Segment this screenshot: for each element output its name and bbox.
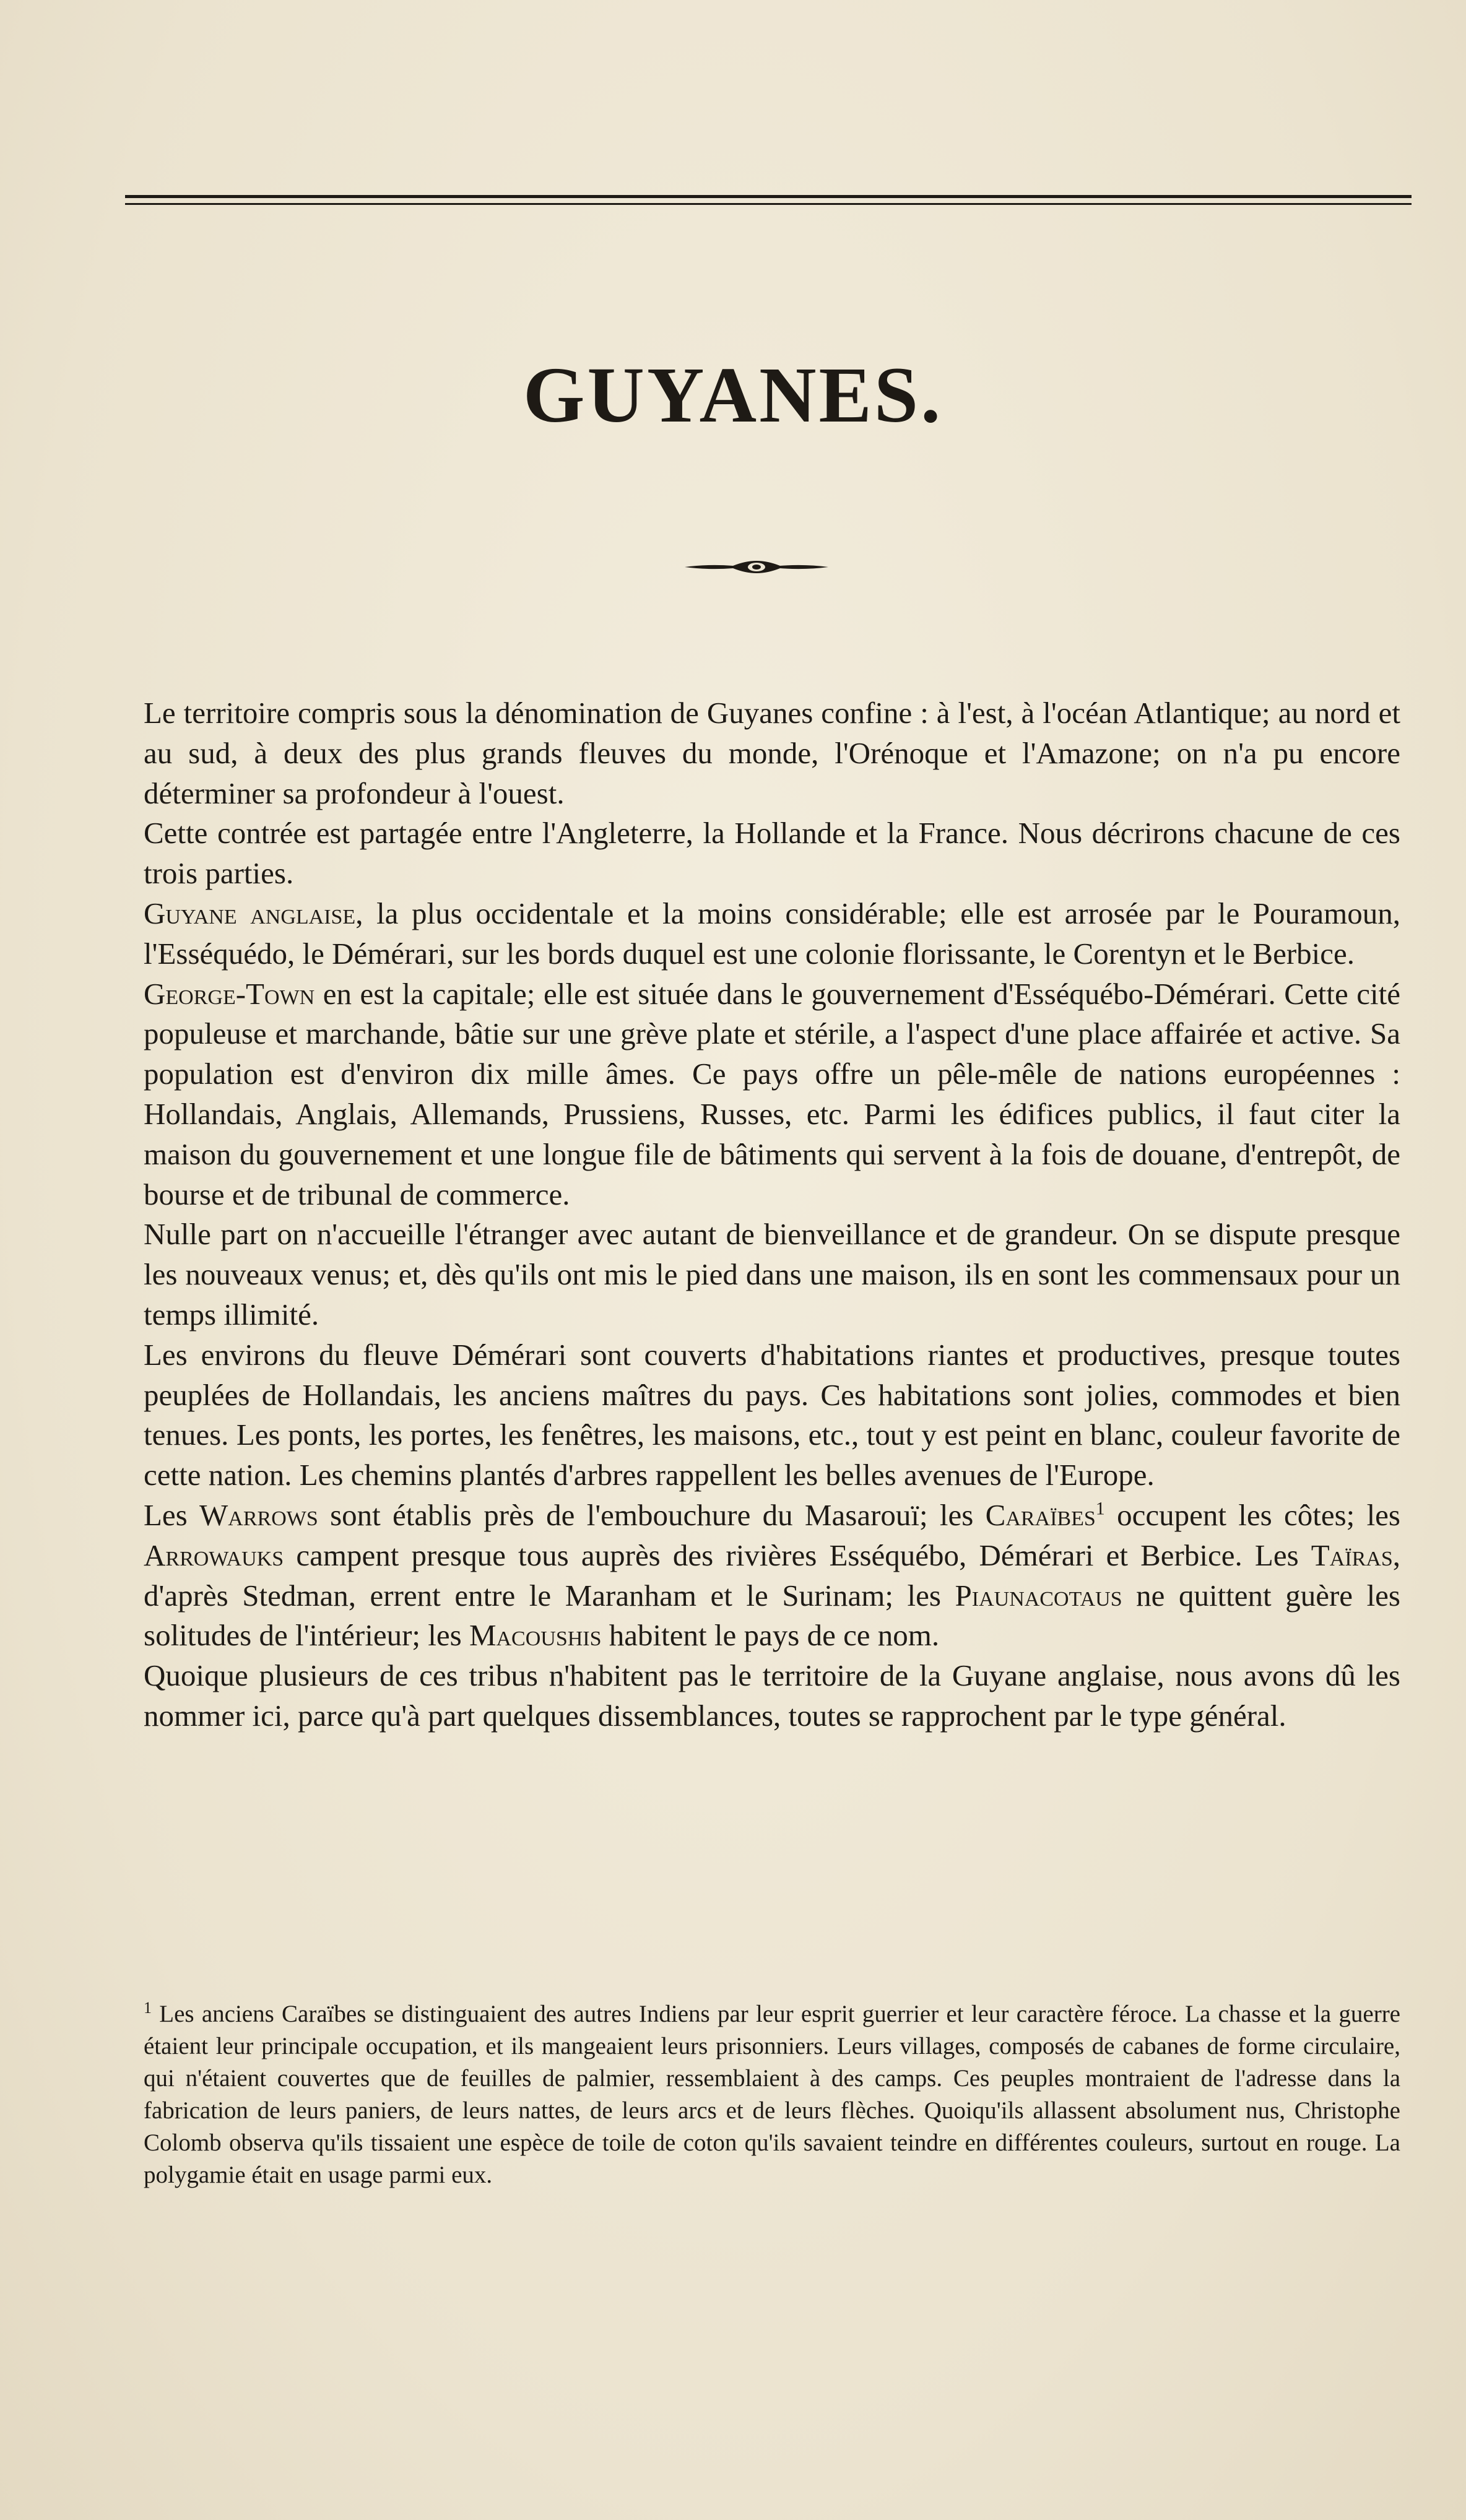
paragraph-3: [144, 894, 1400, 974]
tribe-name-macoushis: Macoushis: [469, 1618, 602, 1653]
footnotes: [144, 1998, 1400, 2191]
page-title: GUYANES.: [523, 351, 943, 439]
text-segment: Les: [144, 1497, 200, 1532]
lead-term: Guyane anglaise: [144, 896, 356, 930]
paragraph-2: Cette contrée est partagée entre l'Angleterre, la Hollande et la France. Nous décrirons chacune de ces trois parties.: [144, 816, 1400, 891]
tribe-name-caraibes: Caraïbes: [985, 1497, 1096, 1532]
footnote-number: 1: [144, 1999, 152, 2017]
footnote-reference[interactable]: 1: [1095, 1498, 1105, 1519]
body-text: [144, 693, 1400, 1736]
paragraph-text: en est la capitale; elle est située dans le gouvernement d'Esséquébo-Démérari. Cette cité populeuse et marchande, bâtie sur une grève plate et stérile, a l'aspect d'une place affairée et active. Sa population est d'environ dix mille âmes. Ce pays offre un pêle-mêle de nations européennes : Hollandais, Anglais, Allemands, Prussiens, Russes, etc. Parmi les édifices publics, il faut citer la maison du gouvernement et une longue file de bâtiments qui servent à la fois de douane, d'entrepôt, de bourse et de tribunal de commerce.: [144, 976, 1400, 1211]
tribe-name-warrows: Warrows: [199, 1497, 318, 1532]
paragraph-5: Nulle part on n'accueille l'étranger avec autant de bienveillance et de grandeur. On se dispute presque les nouveaux venus; et, dès qu'ils ont mis le pied dans une maison, ils en sont les commensaux pour un temps illimité.: [144, 1217, 1400, 1331]
ornament-divider-icon: [683, 556, 830, 578]
paragraph-7: [144, 1496, 1400, 1656]
tribe-name-piaunacotaus: Piaunacotaus: [955, 1578, 1122, 1613]
paragraph-8: Quoique plusieurs de ces tribus n'habitent pas le territoire de la Guyane anglaise, nous avons dû les nommer ici, parce qu'à part quelques dissemblances, toutes se rapprochent par le type général.: [144, 1658, 1400, 1733]
header-rule-thin: [125, 203, 1412, 205]
text-segment: , d'après Stedman, errent entre le Maranham et le Surinam; les: [144, 1538, 1400, 1613]
header-rule-thick: [125, 195, 1412, 198]
paragraph-1: Le territoire compris sous la dénomination de Guyanes confine : à l'est, à l'océan Atlantique; au nord et au sud, à deux des plus grands fleuves du monde, l'Orénoque et l'Amazone; on n'a pu encore déterminer sa profondeur à l'ouest.: [144, 696, 1400, 810]
footnote-1: [144, 1998, 1400, 2191]
lead-term: George-Town: [144, 976, 315, 1011]
text-segment: occupent les côtes; les: [1104, 1497, 1400, 1532]
paragraph-4: [144, 974, 1400, 1215]
paragraph-text: , la plus occidentale et la moins considérable; elle est arrosée par le Pouramoun, l'Esséquédo, le Démérari, sur les bords duquel est une colonie florissante, le Corentyn et le Berbice.: [144, 896, 1400, 971]
tribe-name-arrowauks: Arrowauks: [144, 1538, 284, 1572]
tribe-name-tairas: Taïras: [1311, 1538, 1393, 1572]
footnote-text: Les anciens Caraïbes se distinguaient des autres Indiens par leur esprit guerrier et leur caractère féroce. La chasse et la guerre étaient leur principale occupation, et ils mangeaient leurs prisonniers. Leurs villages, composés de cabanes de forme circulaire, qui n'étaient couvertes que de feuilles de palmier, ressemblaient à des camps. Ces peuples montraient de l'adresse dans la fabrication de leurs paniers, de leurs nattes, de leurs arcs et de leurs flèches. Quoiqu'ils allassent absolument nus, Christophe Colomb observa qu'ils tissaient une espèce de toile de coton qu'ils savaient teindre en différentes couleurs, surtout en rouge. La polygamie était en usage parmi eux.: [144, 2001, 1400, 2188]
text-segment: sont établis près de l'embouchure du Masarouï; les: [318, 1497, 986, 1532]
text-segment: campent presque tous auprès des rivières Esséquébo, Démérari et Berbice. Les: [284, 1538, 1311, 1572]
text-segment: ne quittent guère les solitudes de l'intérieur; les: [144, 1578, 1400, 1653]
paragraph-6: Les environs du fleuve Démérari sont couverts d'habitations riantes et productives, presque toutes peuplées de Hollandais, les anciens maîtres du pays. Ces habitations sont jolies, commodes et bien tenues. Les ponts, les portes, les fenêtres, les maisons, etc., tout y est peint en blanc, couleur favorite de cette nation. Les chemins plantés d'arbres rappellent les belles avenues de l'Europe.: [144, 1337, 1400, 1492]
text-segment: habitent le pays de ce nom.: [601, 1618, 940, 1653]
